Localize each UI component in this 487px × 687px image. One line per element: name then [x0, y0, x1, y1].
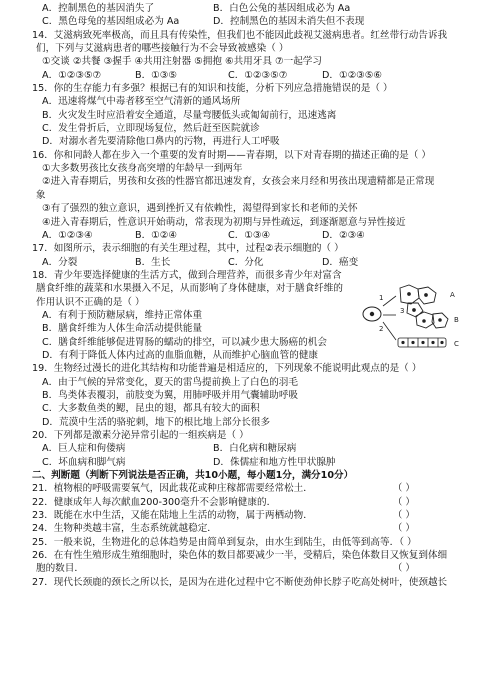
- line-text: B．鸟类体表覆羽，前肢变为翼，用肺呼吸并用气囊辅助呼吸: [42, 389, 299, 401]
- line-text: 象: [36, 189, 46, 201]
- line-text: 膳食纤维的蔬菜和水果摄入不足，从而影响了身体健康，对于膳食纤维的: [36, 283, 343, 295]
- text-line: [0, 482, 487, 495]
- text-line: [0, 416, 487, 429]
- line-text: 胞的数目．: [36, 563, 84, 575]
- text-line: [0, 256, 487, 269]
- text-line: [0, 162, 487, 175]
- line-text: A．迅速将煤气中毒者移至空气清新的通风场所: [42, 96, 241, 108]
- text-line: [0, 149, 487, 162]
- line-text: 24．生物种类越丰富，生态系统就越稳定．: [32, 523, 217, 535]
- answer-blank[interactable]: （ ）: [392, 496, 415, 508]
- text-line: [0, 242, 487, 255]
- text-line: [0, 469, 487, 482]
- line-text: 14．艾滋病致死率极高，而且具有传染性，但我们也不能因此歧视艾滋病患者。红丝带行动告诉我: [32, 29, 448, 41]
- line-text: A．巨人症和佝偻病: [42, 443, 126, 455]
- option-right: D．侏儒症和地方性甲状腺肿: [213, 456, 336, 468]
- text-line: [0, 42, 487, 55]
- option-right: B．白色公兔的基因组成必为 Aa: [213, 3, 351, 14]
- text-line: [0, 189, 487, 202]
- option-c2: B．①③⑤: [135, 69, 177, 81]
- line-text: D．荒漠中生活的骆驼刺，地下的根比地上部分长很多: [42, 416, 271, 428]
- option-c3: C．①③④: [228, 229, 271, 241]
- text-line: [0, 69, 487, 82]
- answer-blank[interactable]: （ ）: [392, 510, 415, 522]
- line-text: 26．在有性生殖形成生殖细胞时，染色体的数目都要减少一半，受精后，染色体数目又恢复到体细: [32, 550, 448, 562]
- line-text: 25．一般来说，生物进化的总体趋势是由简单到复杂，由水生到陆生，由低等到高等．（ ）: [32, 536, 417, 548]
- text-line: [0, 402, 487, 415]
- line-text: 15．你的生存能力有多强？根据已有的知识和技能，分析下列应急措施错误的是（ ）: [32, 83, 393, 95]
- line-text: C．膳食纤维能够促进胃肠的蠕动的排空，可以减少患大肠癌的机会: [42, 336, 327, 348]
- text-line: [0, 122, 487, 135]
- line-text: A．①②③⑤⑦: [42, 69, 102, 81]
- cell-group-a: [400, 285, 436, 317]
- text-line: [0, 389, 487, 402]
- text-line: [0, 456, 487, 469]
- text-line: [0, 2, 487, 15]
- text-line: [0, 109, 487, 122]
- text-line: [0, 229, 487, 242]
- label-A: A: [450, 291, 455, 299]
- line-text: 21．植物根的呼吸需要氧气，因此栽花或种庄稼都需要经常松土．: [32, 483, 313, 495]
- line-text: 22．健康成年人每次献血200-300毫升不会影响健康的．: [32, 496, 277, 508]
- line-text: 作用认识不正确的是（ ）: [36, 296, 145, 308]
- line-text: C．发生骨折后，立即现场复位，然后赶至医院就诊: [42, 123, 260, 135]
- text-line: [0, 429, 487, 442]
- cell-group-c: [398, 338, 446, 347]
- line-text: D．对溺水者先要清除他口鼻内的污物，再进行人工呼吸: [42, 136, 280, 148]
- line-text: A．①②③④: [42, 229, 93, 241]
- line-text: A．由于气候的异常变化，夏天的雷鸟提前换上了白色的羽毛: [42, 376, 298, 388]
- line-text: ④进入青春期后，性意识开始萌动，常表现为初期与异性疏远，到逐渐愿意与异性接近: [42, 216, 406, 228]
- label-1: 1: [379, 294, 384, 302]
- text-line: [0, 536, 487, 549]
- text-line: [0, 522, 487, 535]
- option-c4: D．②③④: [322, 229, 365, 241]
- line-text: 二、判断题（判断下列说法是否正确，共10小题，每小题1分，满分10分）: [32, 470, 354, 482]
- text-line: [0, 55, 487, 68]
- line-text: A．有利于预防糖尿病，维持正常体重: [42, 309, 203, 321]
- line-text: 18．青少年要选择健康的生活方式，做到合理营养，而很多青少年对富含: [32, 269, 342, 281]
- line-text: 27．现代长颈鹿的颈长之所以长，是因为在进化过程中它不断使劲伸长脖子吃高处树叶，使颈越长: [32, 576, 448, 588]
- text-line: [0, 202, 487, 215]
- line-text: A．分裂: [42, 256, 78, 268]
- text-line: [0, 549, 487, 562]
- line-text: C．坏血病和脚气病: [42, 456, 126, 468]
- label-3: 3: [400, 307, 405, 315]
- text-line: [0, 29, 487, 42]
- line-text: 们，下列与艾滋病患者的哪些接触行为不会导致被感染（ ）: [36, 43, 289, 55]
- line-text: ①交谈 ②共餐 ③握手 ④共用注射器 ⑤拥抱 ⑥共用牙具 ⑦一起学习: [42, 56, 322, 68]
- text-line: [0, 576, 487, 589]
- cell-process-diagram: [356, 282, 466, 364]
- text-line: [0, 95, 487, 108]
- line-text: C．大多数鱼类的鳃，昆虫的翅，都具有较大的面积: [42, 403, 260, 415]
- answer-blank[interactable]: （ ）: [392, 523, 415, 535]
- answer-blank[interactable]: （ ）: [392, 483, 415, 495]
- text-line: [0, 509, 487, 522]
- text-line: [0, 562, 487, 575]
- line-text: 23．既能在水中生活，又能在陆地上生活的动物，属于两栖动物．: [32, 510, 313, 522]
- line-text: ①大多数男孩比女孩身高突增的年龄早一到两年: [42, 163, 243, 175]
- cell-group-b: [416, 312, 448, 328]
- label-B: B: [454, 316, 459, 324]
- text-line: [0, 496, 487, 509]
- line-text: B．膳食纤维为人体生命活动提供能量: [42, 323, 203, 335]
- label-2: 2: [379, 325, 384, 333]
- line-text: 17．如图所示，表示细胞的有关生理过程，其中，过程②表示细胞的（ ）: [32, 243, 344, 255]
- line-text: 20．下列都是激素分泌异常引起的一组疾病是（ ）: [32, 430, 249, 441]
- text-line: [0, 135, 487, 148]
- text-line: [0, 269, 487, 282]
- option-c2: B．生长: [135, 256, 171, 268]
- option-right: B．白化病和糖尿病: [213, 443, 297, 455]
- text-line: [0, 216, 487, 229]
- option-c3: C．①②③⑤⑦: [228, 69, 288, 81]
- line-text: C．黑色母兔的基因组成必为 Aa: [42, 16, 180, 28]
- answer-blank[interactable]: （ ）: [392, 563, 415, 575]
- option-right: D．控制黑色的基因未消失但不表现: [213, 16, 365, 28]
- line-text: 19．生物经过漫长的进化其结构和功能普遍是相适应的，下列现象不能说明此观点的是（ ）: [32, 363, 422, 375]
- text-line: [0, 175, 487, 188]
- line-text: A．控制黑色的基因消失了: [42, 3, 155, 14]
- text-line: [0, 15, 487, 28]
- text-line: [0, 362, 487, 375]
- line-text: 16．你和同龄人都在步入一个重要的发育时期——青春期，以下对青春期的描述正确的是（ ）: [32, 149, 432, 161]
- option-c2: B．①②④: [135, 229, 177, 241]
- text-line: [0, 442, 487, 455]
- line-text: ③有了强烈的独立意识，遇到挫折又有依赖性，渴望得到家长和老师的关怀: [42, 203, 358, 215]
- line-text: D．有利于降低人体内过高的血脂血糖，从而维护心脑血管的健康: [42, 349, 319, 361]
- option-c3: C．分化: [228, 256, 264, 268]
- text-line: [0, 376, 487, 389]
- text-line: [0, 82, 487, 95]
- option-c4: D．①②③⑤⑥: [322, 69, 382, 81]
- option-c4: D．癌变: [322, 256, 359, 268]
- line-text: ②进入青春期后，男孩和女孩的性器官都迅速发育，女孩会来月经和男孩出现遗精都是正常现: [42, 176, 435, 188]
- label-C: C: [454, 340, 459, 348]
- line-text: B．火灾发生时应沿着安全通道，尽量弯腰低头或匍匐前行，迅速逃离: [42, 109, 337, 121]
